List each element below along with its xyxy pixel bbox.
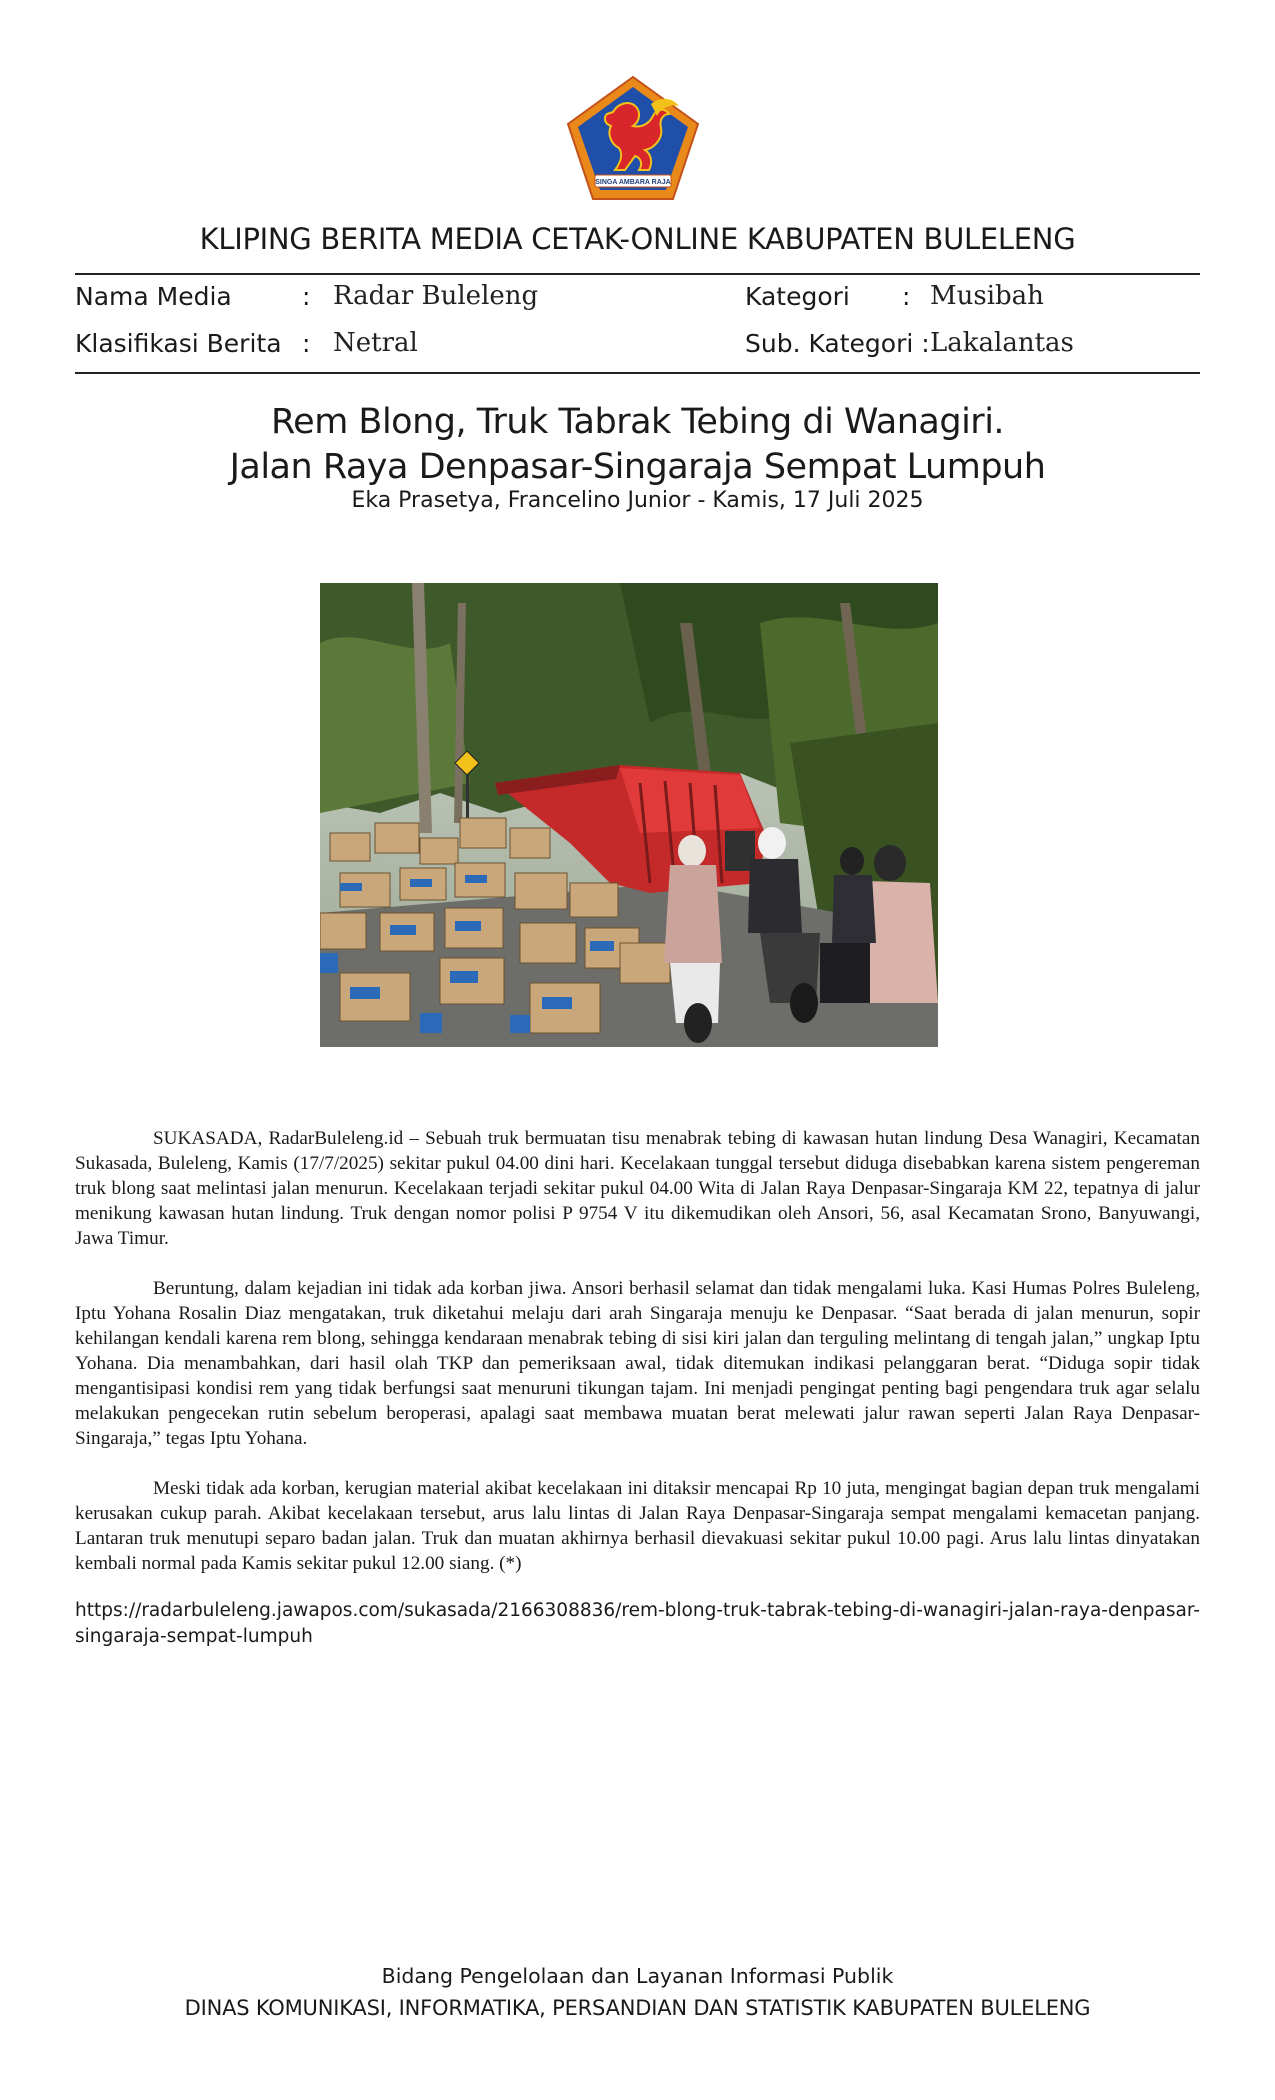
news-photo-overturned-truck	[320, 583, 938, 1047]
footer-agency: DINAS KOMUNIKASI, INFORMATIKA, PERSANDIAN DAN STATISTIK KABUPATEN BULELENG	[184, 1996, 1091, 2020]
klasifikasi-label: Klasifikasi Berita	[75, 329, 282, 358]
article-body	[75, 1126, 1200, 1601]
kategori-label: Kategori	[745, 282, 850, 311]
sub-kategori-label: Sub. Kategori :	[745, 329, 930, 358]
article-title-line-1: Rem Blong, Truk Tabrak Tebing di Wanagiri.	[270, 402, 1005, 442]
article-byline: Eka Prasetya, Francelino Junior - Kamis, 17 Juli 2025	[351, 488, 924, 513]
article-title-line-2: Jalan Raya Denpasar-Singaraja Sempat Lumpuh	[229, 447, 1046, 487]
klasifikasi-colon: :	[302, 329, 311, 358]
article-paragraph: Beruntung, dalam kejadian ini tidak ada korban jiwa. Ansori berhasil selamat dan tidak mengalami luka. Kasi Humas Polres Buleleng, Iptu Yohana Rosalin Diaz mengatakan, truk diketahui melaju dari arah Singaraja menuju ke Denpasar. “Saat berada di jalan menurun, sopir kehilangan kendali karena rem blong, sehingga kendaraan menabrak tebing di sisi kiri jalan dan terguling melintang di tengah jalan,” ungkap Iptu Yohana. Dia menambahkan, dari hasil olah TKP dan pemeriksaan awal, tidak ditemukan indikasi pelanggaran berat. “Diduga sopir tidak mengantisipasi kondisi rem yang tidak berfungsi saat menuruni tikungan tajam. Ini menjadi pengingat penting bagi pengendara truk agar selalu melakukan pengecekan rutin sebelum beroperasi, apalagi saat membawa muatan berat melewati jalur rawan seperti Jalan Raya Denpasar-Singaraja,” tegas Iptu Yohana.	[75, 1278, 1200, 1449]
klasifikasi-value: Netral	[333, 328, 418, 358]
footer-department: Bidang Pengelolaan dan Layanan Informasi Publik	[381, 1964, 894, 1988]
kategori-colon: :	[902, 282, 911, 311]
nama-media-colon: :	[302, 282, 311, 311]
sub-kategori-value: Lakalantas	[930, 328, 1074, 358]
document-header-title: KLIPING BERITA MEDIA CETAK-ONLINE KABUPATEN BULELENG	[199, 222, 1076, 256]
article-paragraph: SUKASADA, RadarBuleleng.id – Sebuah truk bermuatan tisu menabrak tebing di kawasan hutan lindung Desa Wanagiri, Kecamatan Sukasada, Buleleng, Kamis (17/7/2025) sekitar pukul 04.00 dini hari. Kecelakaan tunggal tersebut diduga disebabkan karena sistem pengereman truk blong saat melintasi jalan menurun. Kecelakaan terjadi sekitar pukul 04.00 Wita di Jalan Raya Denpasar-Singaraja KM 22, tepatnya di jalur menikung kawasan hutan lindung. Truk dengan nomor polisi P 9754 V itu dikemudikan oleh Ansori, 56, asal Kecamatan Srono, Banyuwangi, Jawa Timur.	[75, 1128, 1200, 1249]
source-url-link[interactable]: https://radarbuleleng.jawapos.com/sukasada/2166308836/rem-blong-truk-tabrak-tebing-di-wanagiri-jalan-raya-denpasar-singaraja-sempat-lumpuh	[75, 1600, 1200, 1647]
svg-text:SINGA AMBARA RAJA: SINGA AMBARA RAJA	[595, 179, 671, 186]
top-divider	[75, 273, 1200, 275]
buleleng-emblem-logo	[565, 74, 701, 202]
nama-media-value: Radar Buleleng	[333, 281, 539, 311]
article-paragraph: Meski tidak ada korban, kerugian material akibat kecelakaan ini ditaksir mencapai Rp 10 juta, mengingat bagian depan truk mengalami kerusakan cukup parah. Akibat kecelakaan tersebut, arus lalu lintas di Jalan Raya Denpasar-Singaraja sempat mengalami kemacetan panjang. Lantaran truk menutupi separo badan jalan. Truk dan muatan akhirnya berhasil dievakuasi sekitar pukul 10.00 pagi. Arus lalu lintas dinyatakan kembali normal pada Kamis sekitar pukul 12.00 siang. (*)	[75, 1478, 1200, 1574]
bottom-divider	[75, 372, 1200, 374]
kategori-value: Musibah	[930, 281, 1044, 311]
nama-media-label: Nama Media	[75, 282, 232, 311]
